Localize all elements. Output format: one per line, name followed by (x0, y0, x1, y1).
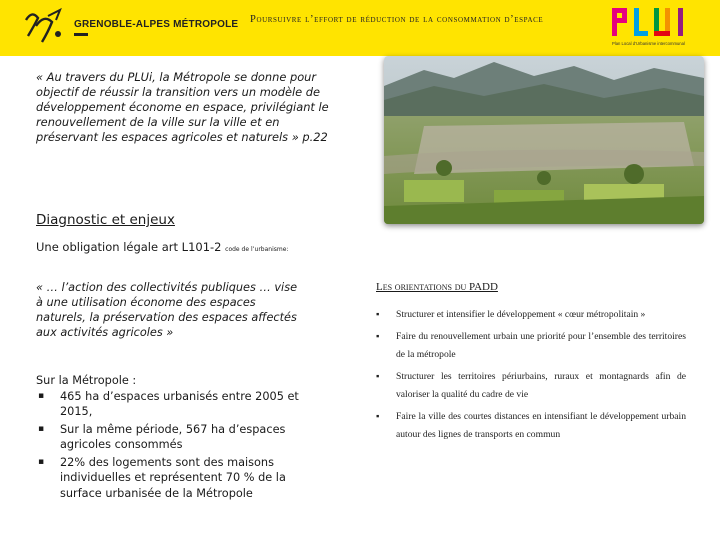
fact-text: 22% des logements sont des maisons individuelles et représentent 70 % de la surface urbanisée de la Métropole (60, 455, 286, 500)
obligation-text: Une obligation légale art L101-2 (36, 240, 222, 254)
header-bar (0, 0, 720, 56)
metropole-facts-title: Sur la Métropole : (36, 374, 137, 387)
list-item: ▪ Structurer et intensifier le développement « cœur métropolitain » (376, 309, 646, 320)
orientations-title: Les orientations du PADD (376, 281, 498, 293)
orientation-text: Structurer les territoires périurbains, ruraux et montagnards afin de valoriser la qualité du cadre de vie (396, 371, 686, 400)
obligation-code-note: code de l’urbanisme: (225, 246, 289, 253)
list-item: ▪ 465 ha d’espaces urbanisés entre 2005 et 2015, (38, 389, 299, 418)
legal-quote: « … l’action des collectivités publiques … vise à une utilisation économe des espaces naturels, la préservation des espaces affectés aux activités agricoles » (36, 281, 298, 339)
fact-text: Sur la même période, 567 ha d’espaces agricoles consommés (60, 422, 286, 451)
list-item: ▪ Faire la ville des courtes distances en intensifiant le développement urbain autour des lignes de transports en commun (376, 411, 686, 440)
logo-wordmark: GRENOBLE-ALPES MÉTROPOLE (74, 19, 239, 30)
aerial-landscape-image (384, 56, 704, 224)
orientation-text: Faire du renouvellement urbain une priorité pour l’ensemble des territoires de la métropole (396, 331, 686, 360)
metropole-facts-list (36, 389, 306, 502)
orientations-list (376, 306, 686, 448)
plui-subtitle: Plan Local d’Urbanisme intercommunal (612, 41, 685, 46)
aerial-photo (384, 56, 704, 224)
fact-text: 465 ha d’espaces urbanisés entre 2005 et 2015, (60, 389, 299, 418)
metropole-emblem-icon (20, 6, 70, 50)
metropole-facts (36, 373, 306, 503)
logo-underline (74, 33, 88, 36)
plui-logo[interactable] (610, 6, 702, 48)
list-item: ▪ Structurer les territoires périurbains, ruraux et montagnards afin de valoriser la qualité du cadre de vie (376, 371, 686, 400)
orientation-text: Faire la ville des courtes distances en intensifiant le développement urbain autour des lignes de transports en commun (396, 411, 686, 440)
page-title: Poursuivre l’effort de réduction de la consommation d’espace (250, 14, 544, 25)
list-item: ▪ 22% des logements sont des maisons individuelles et représentent 70 % de la surface urbanisée de la Métropole (38, 455, 286, 500)
list-item: ▪ Sur la même période, 567 ha d’espaces agricoles consommés (38, 422, 286, 451)
orientation-text: Structurer et intensifier le développement « cœur métropolitain » (396, 309, 646, 320)
list-item: ▪ Faire du renouvellement urbain une priorité pour l’ensemble des territoires de la métropole (376, 331, 686, 360)
diagnostic-title: Diagnostic et enjeux (36, 212, 175, 228)
legal-obligation (36, 240, 288, 254)
intro-quote: « Au travers du PLUi, la Métropole se donne pour objectif de réussir la transition vers un modèle de développement économe en espace, privilégiant le renouvellement de la ville sur la ville et en préservant les espaces agricoles et naturels » p.22 (36, 70, 329, 144)
